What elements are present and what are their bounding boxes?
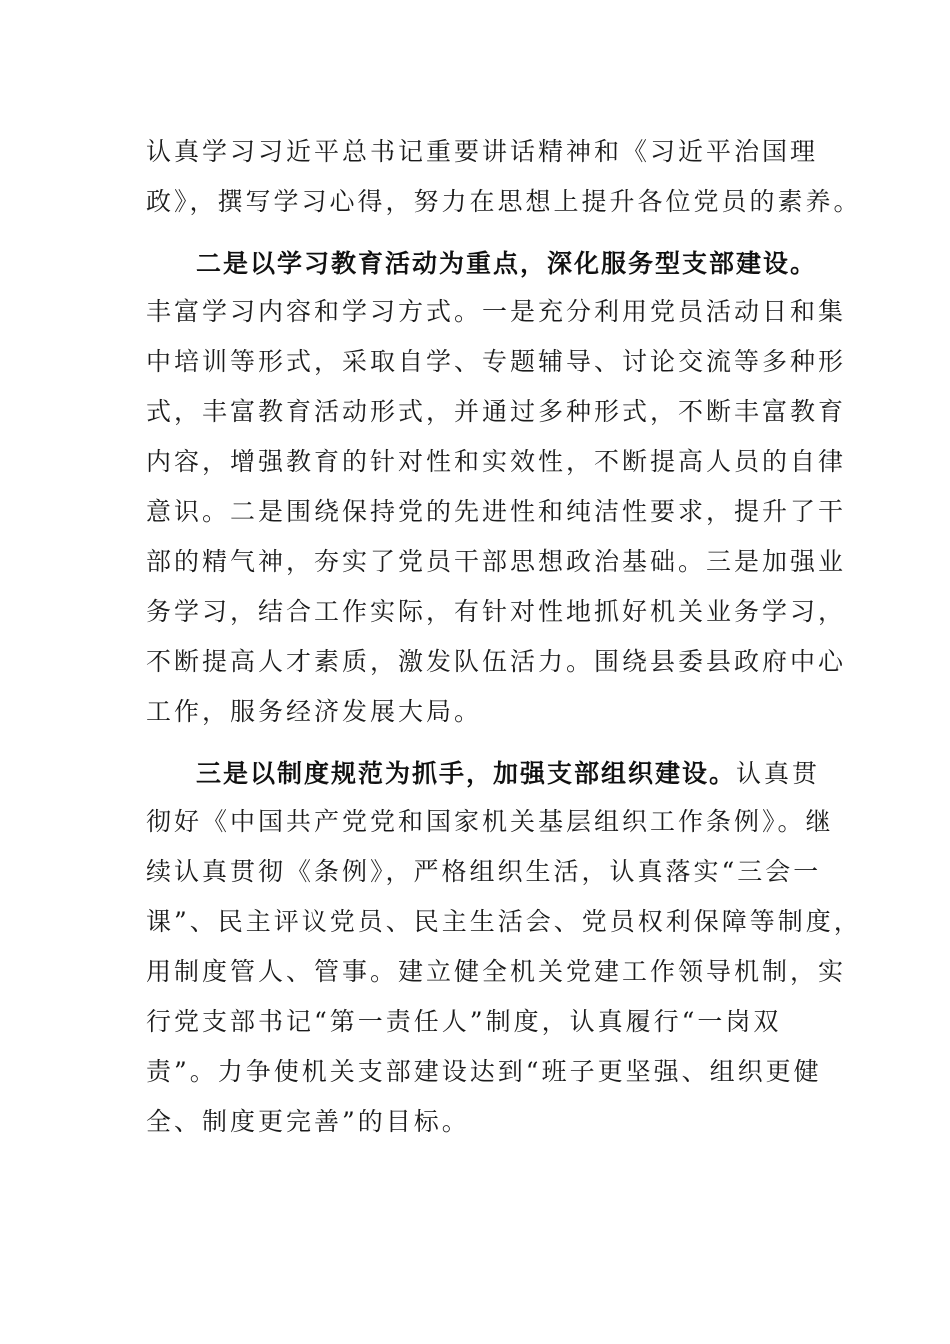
- line-text: 丰富学习内容和学习方式。一是充分利用党员活动日和集: [146, 297, 847, 326]
- line-text: 彻好《中国共产党党和国家机关基层组织工作条例》。继: [146, 807, 834, 836]
- line-text: 中培训等形式，采取自学、专题辅导、讨论交流等多种形: [146, 347, 847, 376]
- text-line: [146, 997, 836, 1047]
- line-text: 认真学习习近平总书记重要讲话精神和《习近平治国理: [146, 137, 819, 166]
- text-line: [146, 637, 847, 687]
- line-text: 课”、民主评议党员、民主生活会、党员权利保障等制度，: [146, 907, 862, 936]
- text-line: [146, 797, 836, 847]
- text-line: [146, 437, 847, 487]
- text-line: [146, 897, 862, 947]
- text-line: [146, 537, 847, 587]
- line-text: 认真贯: [736, 759, 821, 788]
- text-line: [146, 947, 847, 997]
- line-text: 责”。力争使机关支部建设达到“班子更坚强、组织更健: [146, 1057, 822, 1086]
- text-line: [146, 177, 862, 227]
- section-heading: 二是以学习教育活动为重点，深化服务型支部建设。: [196, 249, 818, 278]
- text-line: [146, 127, 836, 177]
- section-heading: 三是以制度规范为抓手，加强支部组织建设。: [196, 759, 737, 788]
- line-text: 部的精气神，夯实了党员干部思想政治基础。三是加强业: [146, 547, 847, 576]
- section-heading-line: [196, 749, 886, 799]
- line-text: 式，丰富教育活动形式，并通过多种形式，不断丰富教育: [146, 397, 847, 426]
- text-line: [146, 687, 836, 737]
- text-line: [146, 1097, 836, 1147]
- text-line: [146, 587, 847, 637]
- line-text: 务学习，结合工作实际，有针对性地抓好机关业务学习，: [146, 597, 847, 626]
- line-text: 不断提高人才素质，激发队伍活力。围绕县委县政府中心: [146, 647, 847, 676]
- line-text: 全、制度更完善”的目标。: [146, 1107, 470, 1136]
- text-line: [146, 387, 847, 437]
- text-line: [146, 1047, 836, 1097]
- section-heading-line: [196, 239, 886, 289]
- line-text: 续认真贯彻《条例》，严格组织生活，认真落实“三会一: [146, 857, 822, 886]
- line-text: 政》，撰写学习心得，努力在思想上提升各位党员的素养。: [146, 187, 862, 216]
- line-text: 工作，服务经济发展大局。: [146, 697, 483, 726]
- text-line: [146, 847, 836, 897]
- line-text: 用制度管人、管事。建立健全机关党建工作领导机制，实: [146, 957, 847, 986]
- line-text: 意识。二是围绕保持党的先进性和纯洁性要求，提升了干: [146, 497, 847, 526]
- text-line: [146, 487, 847, 537]
- line-text: 行党支部书记“第一责任人”制度，认真履行“一岗双: [146, 1007, 782, 1036]
- text-line: [146, 337, 847, 387]
- line-text: 内容，增强教育的针对性和实效性，不断提高人员的自律: [146, 447, 847, 476]
- text-line: [146, 287, 847, 337]
